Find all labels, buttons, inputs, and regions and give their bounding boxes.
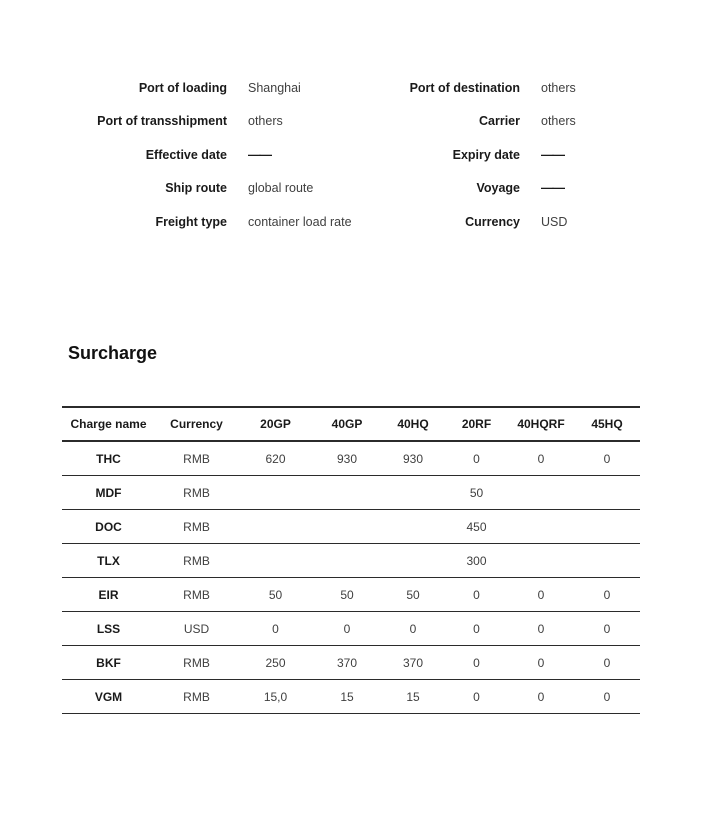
table-row xyxy=(62,646,640,680)
column-header: Currency xyxy=(170,417,223,431)
rate-cell: 0 xyxy=(473,451,480,466)
rate-cell xyxy=(313,544,381,578)
rate-cell: 300 xyxy=(466,553,487,568)
charge-name-cell: EIR xyxy=(98,587,119,602)
table-row xyxy=(62,544,640,578)
rate-cell: 930 xyxy=(336,451,358,466)
rate-cell xyxy=(238,544,313,578)
field-label: Voyage xyxy=(476,181,520,196)
rate-cell: 15 xyxy=(406,689,420,704)
rate-cell: 50 xyxy=(340,587,354,602)
rate-cell: 0 xyxy=(603,655,611,670)
field-value: others xyxy=(541,80,576,95)
rate-cell: 0 xyxy=(473,587,480,602)
field-value: global route xyxy=(248,181,314,196)
currency-cell: RMB xyxy=(183,689,210,704)
rate-cell xyxy=(574,510,640,544)
rate-cell xyxy=(238,510,313,544)
rate-cell: 250 xyxy=(265,655,286,670)
rate-cell: 0 xyxy=(272,621,279,636)
table-row xyxy=(62,680,640,714)
charge-name-cell: THC xyxy=(96,451,121,466)
field-value: —— xyxy=(541,181,564,196)
table-row xyxy=(62,441,640,476)
rate-cell xyxy=(574,544,640,578)
rate-cell: 0 xyxy=(537,689,545,704)
charge-name-cell: TLX xyxy=(97,553,120,568)
rate-cell: 0 xyxy=(473,689,480,704)
column-header: 40HQRF xyxy=(517,417,565,431)
table-row xyxy=(62,476,640,510)
rate-cell: 0 xyxy=(343,621,351,636)
rate-cell: 0 xyxy=(603,587,611,602)
currency-cell: RMB xyxy=(183,587,210,602)
column-header: 20RF xyxy=(461,417,492,431)
rate-cell xyxy=(508,510,574,544)
rate-cell: 370 xyxy=(402,655,424,670)
table-header-row xyxy=(62,407,640,441)
header-fields xyxy=(62,71,640,239)
column-header: 40HQ xyxy=(397,417,429,431)
field-label: Expiry date xyxy=(452,147,520,162)
currency-cell: RMB xyxy=(183,655,210,670)
currency-cell: RMB xyxy=(183,451,210,466)
field-label: Port of loading xyxy=(138,80,227,95)
charge-name-cell: MDF xyxy=(95,485,122,500)
rate-cell: 50 xyxy=(268,587,283,602)
rate-cell: 0 xyxy=(603,621,611,636)
column-header: 40GP xyxy=(331,417,363,431)
charge-name-cell: BKF xyxy=(96,655,121,670)
rate-cell xyxy=(238,476,313,510)
rate-cell: 0 xyxy=(537,451,545,466)
rate-cell xyxy=(508,476,574,510)
column-header: Charge name xyxy=(70,417,147,431)
field-value: Shanghai xyxy=(248,80,301,95)
field-value: USD xyxy=(541,214,568,229)
charge-name-cell: DOC xyxy=(95,519,122,534)
rate-cell: 0 xyxy=(473,655,480,670)
table-row xyxy=(62,578,640,612)
rate-cell: 0 xyxy=(473,621,480,636)
rate-cell: 15 xyxy=(340,689,354,704)
rate-cell: 0 xyxy=(537,655,545,670)
field-label: Effective date xyxy=(145,147,227,162)
currency-cell: USD xyxy=(183,621,210,636)
rate-cell: 50 xyxy=(469,485,484,500)
rate-cell: 50 xyxy=(406,587,420,602)
field-value: —— xyxy=(541,147,564,162)
rate-cell: 0 xyxy=(409,621,417,636)
rate-cell: 0 xyxy=(603,689,611,704)
rate-cell: 0 xyxy=(603,451,611,466)
rate-cell xyxy=(381,510,445,544)
field-label: Carrier xyxy=(479,114,520,129)
field-value: container load rate xyxy=(248,214,352,229)
column-header: 45HQ xyxy=(591,417,623,431)
charge-name-cell: LSS xyxy=(96,621,121,636)
rate-cell: 450 xyxy=(466,519,487,534)
column-header: 20GP xyxy=(260,417,291,431)
rate-cell: 370 xyxy=(336,655,358,670)
field-label: Port of destination xyxy=(409,80,520,95)
rate-cell xyxy=(381,544,445,578)
field-label: Freight type xyxy=(155,214,227,229)
field-value: others xyxy=(541,114,576,129)
rate-cell: 620 xyxy=(265,451,286,466)
rate-cell: 0 xyxy=(537,621,545,636)
rate-cell xyxy=(508,544,574,578)
table-row xyxy=(62,510,640,544)
currency-cell: RMB xyxy=(183,553,210,568)
rate-cell xyxy=(381,476,445,510)
field-label: Currency xyxy=(465,214,520,229)
surcharge-table xyxy=(62,406,640,714)
currency-cell: RMB xyxy=(183,485,210,500)
currency-cell: RMB xyxy=(183,519,210,534)
field-value: —— xyxy=(248,147,271,162)
rate-cell xyxy=(574,476,640,510)
field-label: Port of transshipment xyxy=(97,114,227,129)
table-row xyxy=(62,612,640,646)
rate-cell: 0 xyxy=(537,587,545,602)
field-value: others xyxy=(248,114,283,129)
field-label: Ship route xyxy=(165,181,227,196)
rate-cell: 930 xyxy=(402,451,424,466)
rate-cell: 15,0 xyxy=(263,689,288,704)
charge-name-cell: VGM xyxy=(94,689,123,704)
rate-cell xyxy=(313,510,381,544)
section-title-surcharge: Surcharge xyxy=(68,343,158,363)
rate-cell xyxy=(313,476,381,510)
